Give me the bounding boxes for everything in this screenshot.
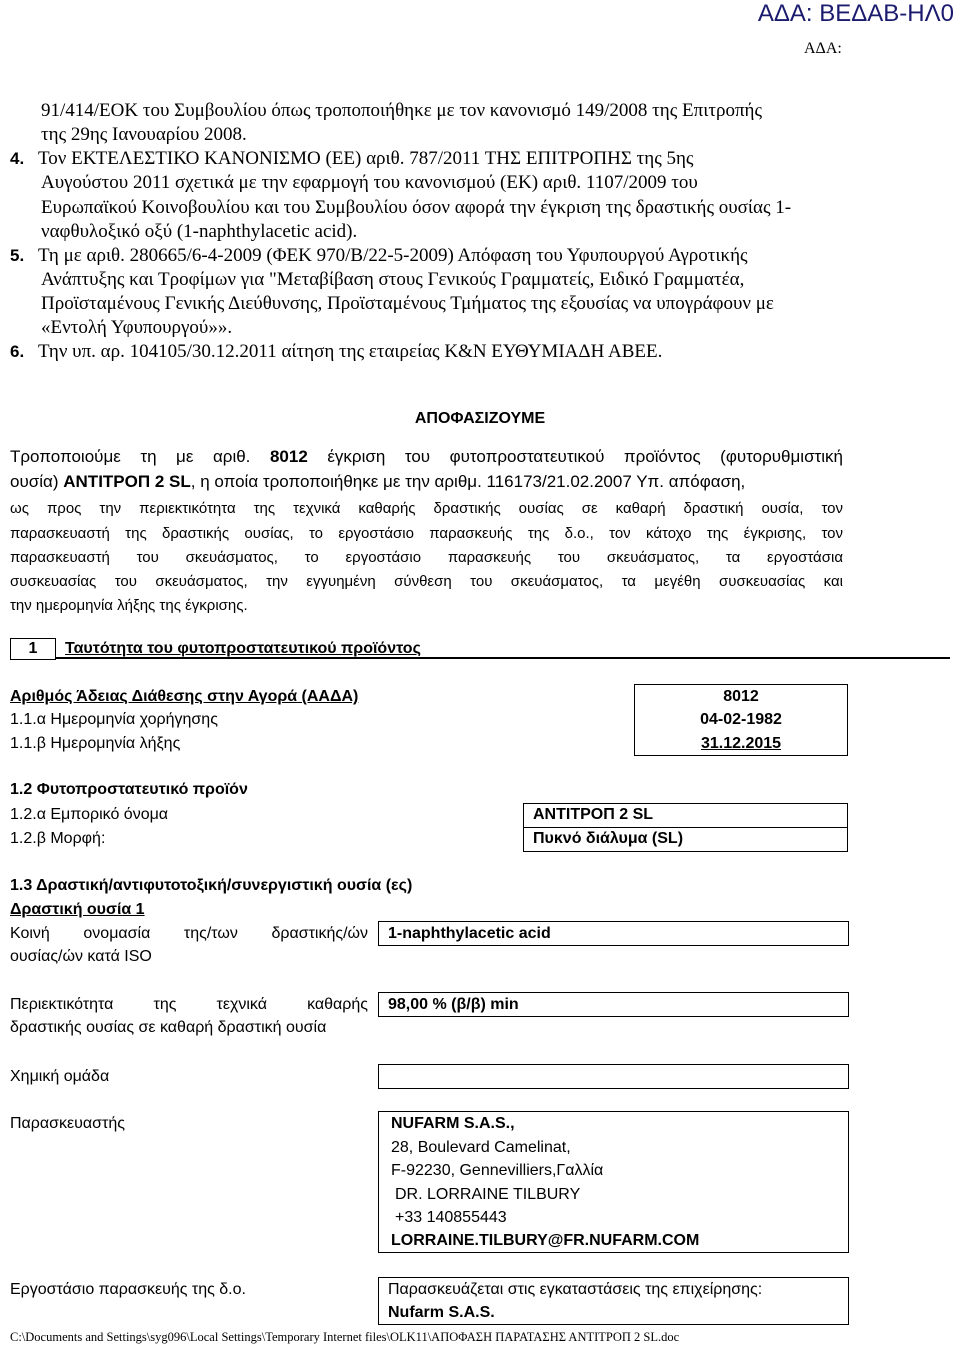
decision-line-3: ως προς την περιεκτικότητα της τεχνικά καθαρής δραστικής ουσίας σε καθαρή δραστική ουσία, τον [10, 500, 843, 517]
aada-value: 8012 [723, 688, 759, 705]
common-name-box [378, 921, 849, 946]
manufacturer-line: 28, Boulevard Camelinat, [391, 1139, 571, 1156]
expiry-date-value: 31.12.2015 [700, 735, 782, 752]
item-4-line-4: ναφθυλοξικό οξύ (1-naphthylacetic acid). [41, 221, 358, 242]
intro-line-2: της 29ης Ιανουαρίου 2008. [41, 124, 247, 145]
manufacturer-box [378, 1111, 849, 1253]
purity-label-2: δραστικής ουσίας σε καθαρή δραστική ουσία [10, 1019, 327, 1036]
section-number: 1 [10, 638, 56, 660]
purity-label-1: Περιεκτικότητα της τεχνικά καθαρής [10, 996, 368, 1013]
expiry-date-label: 1.1.β Ημερομηνία λήξης [10, 735, 181, 752]
decision-line-4: παρασκευαστή της δραστικής ουσίας, το εργοστάσιο παρασκευής της δ.ο., τον κάτοχο της έγκρισης, τον [10, 525, 843, 542]
item-4-number: 4. [10, 149, 25, 168]
product-heading: 1.2 Φυτοπροστατευτικό προϊόν [10, 781, 248, 798]
trade-name-value: ΑΝΤΙΤΡΟΠ 2 SL [533, 806, 654, 823]
manufacturer-line: F-92230, Gennevilliers,Γαλλία [391, 1162, 604, 1179]
item-6-number: 6. [10, 342, 25, 361]
manufacturer-line: +33 140855443 [395, 1209, 507, 1226]
section-title: Ταυτότητα του φυτοπροστατευτικού προϊόντος [65, 640, 421, 657]
item-4-line-2: Αυγούστου 2011 σχετικά με την εφαρμογή του κανονισμού (ΕΚ) αριθ. 1107/2009 του [41, 172, 698, 193]
decision-line-5: παρασκευαστή του σκευάσματος, το εργοστάσιο παρασκευής του σκευάσματος, τα εργοστάσια [10, 549, 843, 566]
authorization-box [634, 684, 848, 756]
ada-label: ΑΔΑ: [804, 40, 842, 57]
item-4-line-1: 4. Τον ΕΚΤΕΛΕΣΤΙΚΟ ΚΑΝΟΝΙΣΜΟ (ΕΕ) αριθ. 787/2011 ΤΗΣ ΕΠΙΤΡΟΠΗΣ της 5ης [10, 148, 694, 169]
item-5-line-2: Ανάπτυξης και Τροφίμων για "Μεταβίβαση στους Γενικούς Γραμματείς, Ειδικό Γραμματέα, [41, 269, 745, 290]
grant-date-value: 04-02-1982 [700, 711, 782, 728]
grant-date-label: 1.1.α Ημερομηνία χορήγησης [10, 711, 218, 728]
common-name-value: 1-naphthylacetic acid [388, 925, 551, 942]
decision-line-2: ουσία) ΑΝΤΙΤΡΟΠ 2 SL, η οποία τροποποιήθηκε με την αριθμ. 116173/21.02.2007 Υπ. απόφαση, [10, 472, 746, 491]
active-heading: 1.3 Δραστική/αντιφυτοτοξική/συνεργιστική ουσία (ες) [10, 877, 413, 894]
footer-file-path: C:\Documents and Settings\syg096\Local Settings\Temporary Internet files\OLK11\ΑΠΟΦΑΣΗ ΠΑΡΑΤΑΣΗΣ ΑΝΤΙΤΡΟΠ 2 SL.doc [10, 1330, 680, 1344]
manufacturer-line: NUFARM S.A.S., [391, 1115, 515, 1132]
purity-box [378, 992, 849, 1017]
chemical-group-box [378, 1064, 849, 1089]
form-label: 1.2.β Μορφή: [10, 830, 106, 847]
trade-name-label: 1.2.α Εμπορικό όνομα [10, 806, 169, 823]
plant-line-2: Nufarm S.A.S. [388, 1304, 495, 1321]
manufacturer-email: LORRAINE.TILBURY@FR.NUFARM.COM [391, 1232, 700, 1249]
manufacturer-line: DR. LORRAINE TILBURY [395, 1186, 581, 1203]
plant-line-1: Παρασκευάζεται στις εγκαταστάσεις της επιχείρησης: [388, 1281, 763, 1298]
plant-box [378, 1277, 849, 1325]
manufacturer-label: Παρασκευαστής [10, 1115, 125, 1132]
common-name-label-2: ουσίας/ών κατά ISO [10, 948, 152, 965]
item-5-line-3: Προϊσταμένους Γενικής Διεύθυνσης, Προϊσταμένους Τμήματος της εξουσίας να υπογράφουν με [41, 293, 774, 314]
item-4-line-3: Ευρωπαϊκού Κοινοβουλίου και του Συμβουλίου όσον αφορά την έγκριση της δραστικής ουσίας 1- [41, 197, 792, 218]
intro-line-1: 91/414/ΕΟΚ του Συμβουλίου όπως τροποποιήθηκε με τον κανονισμό 149/2008 της Επιτροπής [41, 100, 762, 121]
form-value: Πυκνό διάλυμα (SL) [533, 830, 684, 847]
active-sub-heading: Δραστική ουσία 1 [10, 901, 145, 918]
form-box [523, 827, 848, 852]
common-name-label-1: Κοινή ονομασία της/των δραστικής/ών [10, 925, 368, 942]
aada-label: Αριθμός Άδειας Διάθεσης στην Αγορά (ΑΑΔΑ) [10, 688, 359, 705]
ada-header: ΑΔΑ: ΒΕΔΑΒ-ΗΛ0 [757, 0, 954, 27]
decision-line-6: συσκευασίας του σκευάσματος, την εγγυημένη σύνθεση του σκευάσματος, τα μεγέθη συσκευασίας και [10, 573, 843, 590]
item-5-line-1: 5. Τη με αριθ. 280665/6-4-2009 (ΦΕΚ 970/Β/22-5-2009) Απόφαση του Υφυπουργού Αγροτικής [10, 245, 748, 266]
decision-line-1: Τροποποιούμε τη με αριθ. 8012 έγκριση του φυτοπροστατευτικού προϊόντος (φυτορυθμιστική [10, 447, 844, 466]
plant-label: Εργοστάσιο παρασκευής της δ.ο. [10, 1281, 246, 1298]
purity-value: 98,00 % (β/β) min [388, 996, 519, 1013]
chemical-group-label: Χημική ομάδα [10, 1068, 110, 1085]
item-5-line-4: «Εντολή Υφυπουργού»». [41, 317, 233, 338]
item-6-line-1: 6. Την υπ. αρ. 104105/30.12.2011 αίτηση της εταιρείας K&N ΕΥΘΥΜΙΑΔΗ ΑΒΕΕ. [10, 341, 663, 362]
decision-line-7: την ημερομηνία λήξης της έγκρισης. [10, 597, 248, 614]
decision-title: ΑΠΟΦΑΣΙΖΟΥΜΕ [414, 410, 546, 427]
item-5-number: 5. [10, 246, 25, 265]
trade-name-box [523, 803, 848, 828]
